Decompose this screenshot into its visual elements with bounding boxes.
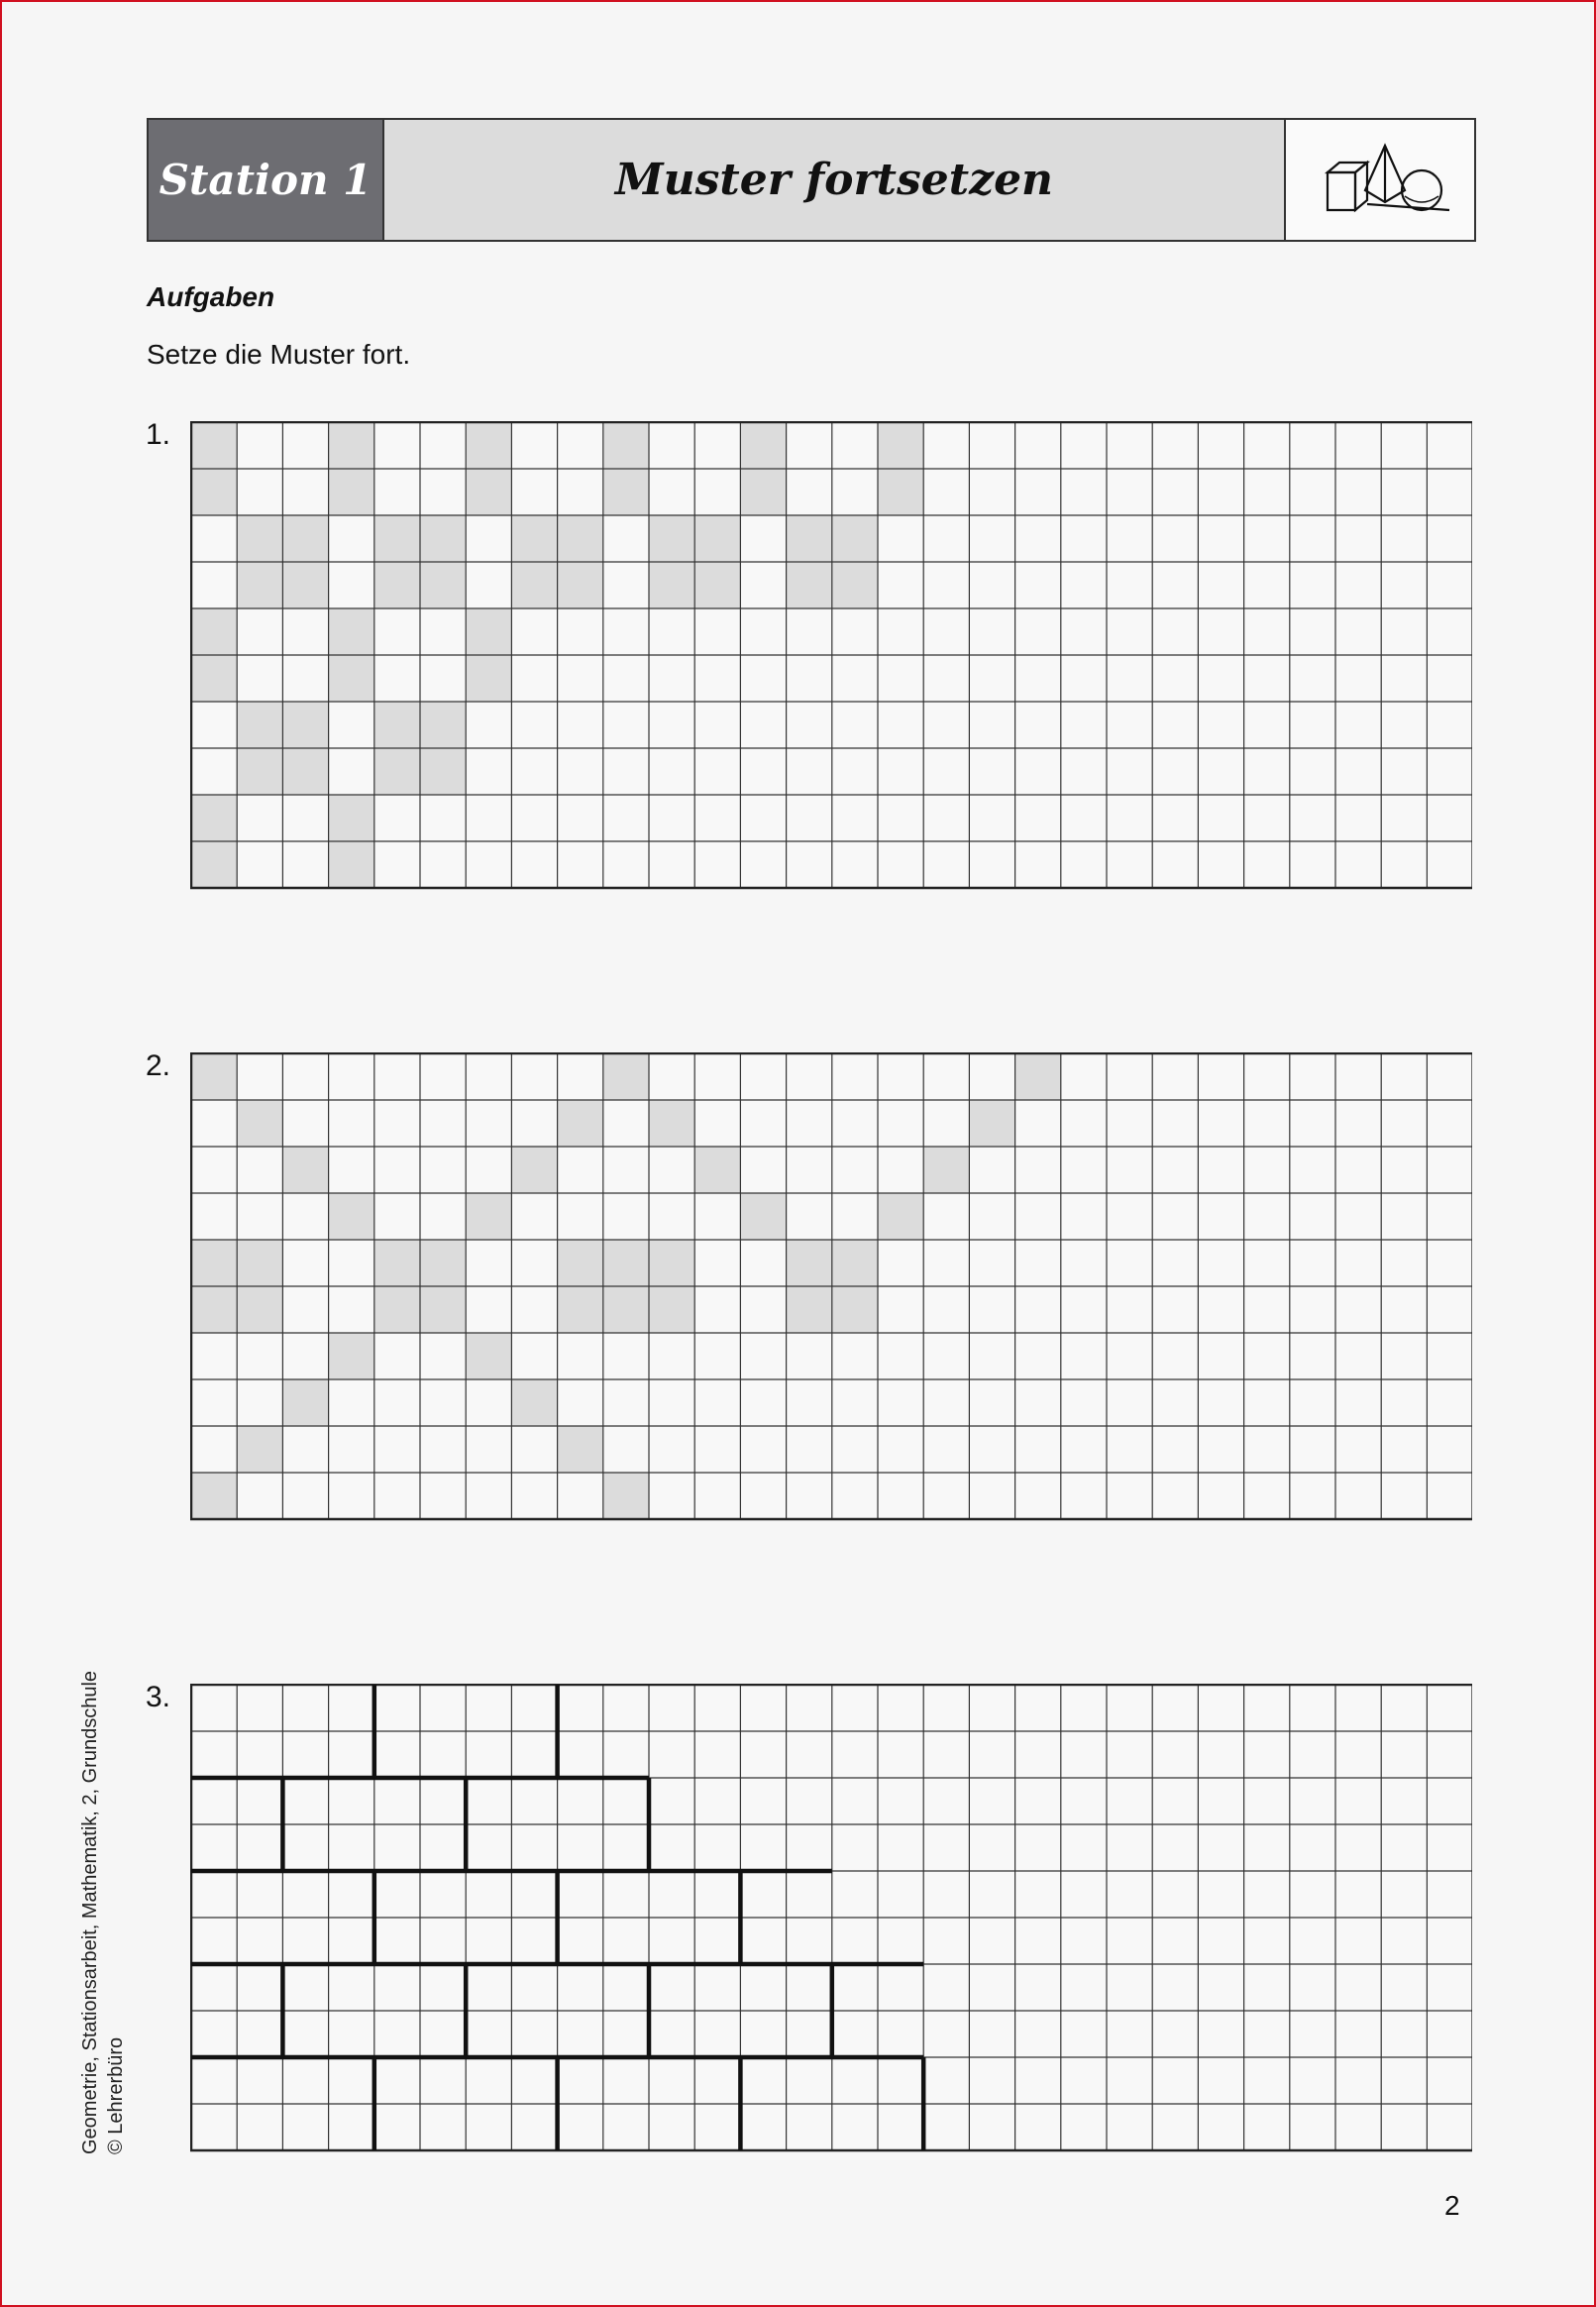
shaded-cell (191, 1286, 237, 1333)
shaded-cell (191, 1053, 237, 1100)
shaded-cell (558, 515, 603, 562)
shaded-cell (466, 655, 511, 702)
shaded-cell (191, 795, 237, 841)
geometric-solids-icon (1286, 120, 1474, 240)
page-title: Muster fortsetzen (384, 120, 1286, 240)
shaded-cell (374, 748, 420, 795)
shaded-cell (374, 702, 420, 748)
instruction-text: Setze die Muster fort. (147, 339, 411, 370)
shaded-cell (787, 562, 832, 608)
shaded-cell (329, 655, 374, 702)
shaded-cell (603, 1053, 649, 1100)
shaded-cell (832, 1240, 878, 1286)
shaded-cell (558, 562, 603, 608)
shaded-cell (787, 1286, 832, 1333)
shaded-cell (191, 841, 237, 888)
shaded-cell (740, 422, 786, 469)
side-note-line1: Geometrie, Stationsarbeit, Mathematik, 2, Grundschule (79, 1670, 101, 2154)
shaded-cell (374, 515, 420, 562)
shaded-cell (878, 469, 923, 515)
shaded-cell (282, 515, 328, 562)
shaded-cell (787, 515, 832, 562)
shaded-cell (420, 702, 466, 748)
shaded-cell (466, 1333, 511, 1379)
shaded-cell (466, 1193, 511, 1240)
shaded-cell (878, 1193, 923, 1240)
shaded-cell (329, 469, 374, 515)
shaded-cell (420, 562, 466, 608)
shaded-cell (694, 562, 740, 608)
task-1-number: 1. (146, 418, 171, 451)
shaded-cell (603, 1240, 649, 1286)
task-3-grid (190, 1684, 1472, 2153)
shaded-cell (191, 1240, 237, 1286)
shaded-cell (420, 748, 466, 795)
shaded-cell (374, 1286, 420, 1333)
shaded-cell (878, 422, 923, 469)
shaded-cell (329, 422, 374, 469)
shaded-cell (511, 1379, 557, 1426)
shaded-cell (649, 1240, 694, 1286)
shaded-cell (237, 748, 282, 795)
side-note (77, 1671, 129, 2154)
shaded-cell (191, 1473, 237, 1519)
shaded-cell (603, 422, 649, 469)
shaded-cell (923, 1147, 969, 1193)
shaded-cell (191, 422, 237, 469)
side-note-line2: © Lehrerbüro (105, 2036, 127, 2154)
shaded-cell (694, 515, 740, 562)
shaded-cell (282, 702, 328, 748)
shaded-cell (832, 1286, 878, 1333)
shaded-cell (329, 795, 374, 841)
shaded-cell (282, 1147, 328, 1193)
shaded-cell (558, 1100, 603, 1147)
shaded-cell (466, 469, 511, 515)
shaded-cell (969, 1100, 1014, 1147)
shaded-cell (558, 1426, 603, 1473)
shaded-cell (191, 469, 237, 515)
shaded-cell (558, 1286, 603, 1333)
shaded-cell (832, 562, 878, 608)
section-heading: Aufgaben (147, 281, 275, 312)
shaded-cell (237, 1100, 282, 1147)
station-label: Station 1 (149, 120, 384, 240)
shaded-cell (511, 515, 557, 562)
shaded-cell (191, 655, 237, 702)
shaded-cell (191, 608, 237, 655)
shaded-cell (420, 515, 466, 562)
shaded-cell (787, 1240, 832, 1286)
page-number: 2 (1444, 2190, 1460, 2221)
shaded-cell (603, 1473, 649, 1519)
shaded-cell (649, 562, 694, 608)
shaded-cell (329, 1333, 374, 1379)
shaded-cell (237, 702, 282, 748)
task-2-grid (190, 1052, 1472, 1522)
shaded-cell (466, 422, 511, 469)
shaded-cell (329, 1193, 374, 1240)
shaded-cell (282, 748, 328, 795)
shaded-cell (603, 469, 649, 515)
shaded-cell (237, 562, 282, 608)
shaded-cell (420, 1286, 466, 1333)
shaded-cell (558, 1240, 603, 1286)
task-3-number: 3. (146, 1681, 171, 1713)
shaded-cell (740, 469, 786, 515)
shaded-cell (466, 608, 511, 655)
shaded-cell (649, 1286, 694, 1333)
shaded-cell (694, 1147, 740, 1193)
shaded-cell (329, 841, 374, 888)
shaded-cell (832, 515, 878, 562)
shaded-cell (374, 1240, 420, 1286)
shaded-cell (603, 1286, 649, 1333)
shaded-cell (237, 1240, 282, 1286)
shaded-cell (420, 1240, 466, 1286)
shaded-cell (1015, 1053, 1061, 1100)
shaded-cell (649, 515, 694, 562)
task-1-grid (190, 421, 1472, 891)
shaded-cell (511, 562, 557, 608)
shaded-cell (649, 1100, 694, 1147)
shaded-cell (740, 1193, 786, 1240)
shaded-cell (237, 515, 282, 562)
header-bar (147, 118, 1476, 242)
shaded-cell (237, 1426, 282, 1473)
shaded-cell (511, 1147, 557, 1193)
task-2-number: 2. (146, 1049, 171, 1082)
shaded-cell (282, 1379, 328, 1426)
shaded-cell (329, 608, 374, 655)
shaded-cell (282, 562, 328, 608)
shaded-cell (237, 1286, 282, 1333)
shaded-cell (374, 562, 420, 608)
